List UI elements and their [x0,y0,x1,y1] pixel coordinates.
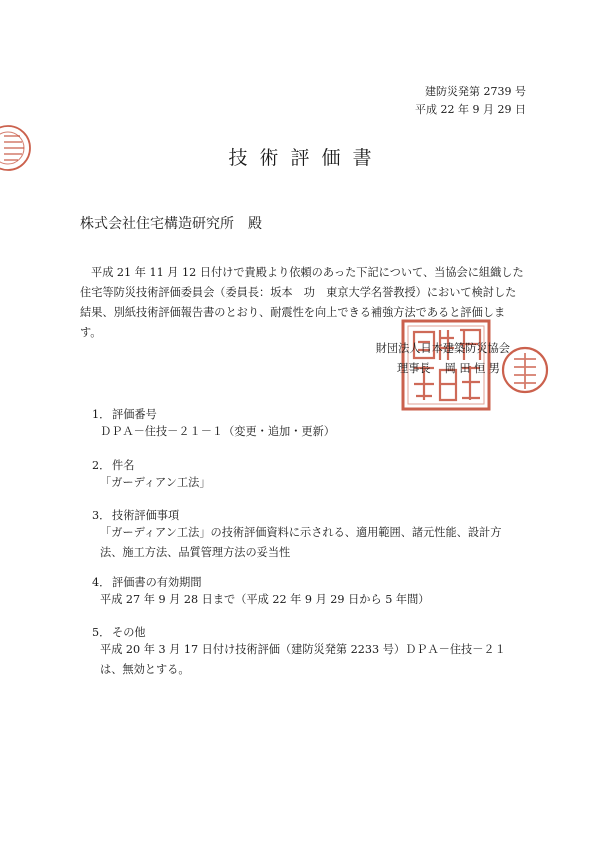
document-title: 技術評価書 [228,147,384,169]
item-4-heading: 4． 評価書の有効期間 [92,576,202,589]
item-5-body: 平成 20 年 3 月 17 日付け技術評価（建防災発第 2233 号）ＤＰＡ－住技－２１は、無効とする。 [100,643,506,676]
item-4-body: 平成 27 年 9 月 28 日まで（平成 22 年 9 月 29 日から 5 年間） [100,593,430,606]
issuer-name: 岡 田 恒 男 [444,362,500,375]
item-3-heading: 3． 技術評価事項 [92,509,180,522]
personal-seal [500,343,550,397]
body-paragraph: 平成 21 年 11 月 12 日付けで貴殿より依頼のあった下記について、当協会に組織した住宅等防災技術評価委員会（委員長：坂本 功 東京大学名誉教授）において検討した結果、別紙技術評価報告書のとおり、耐震性を向上できる補強方法であると評価します。 [80,266,524,339]
item-1-heading: 1． 評価番号 [92,408,157,421]
issuer-organization: 財団法人日本建築防災協会 [375,342,510,355]
document-date: 平成 22 年 9 月 29 日 [415,103,526,116]
addressee [80,213,262,233]
issuer-representative [397,360,500,376]
item-5-heading: 5． その他 [92,626,146,639]
item-2-body: 「ガーディアン工法」 [100,476,211,489]
item-3-body: 「ガーディアン工法」の技術評価資料に示される、適用範囲、諸元性能、設計方法、施工方法、品質管理方法の妥当性 [100,526,502,559]
addressee-name: 株式会社住宅構造研究所 [80,216,234,232]
item-1-body: ＤＰＡ－住技－２１－１（変更・追加・更新） [100,425,335,438]
document-number: 建防災発第 2739 号 [425,85,526,98]
item-2-heading: 2． 件名 [92,459,135,472]
issuer-role: 理事長 [397,362,431,375]
honorific: 殿 [248,216,262,232]
